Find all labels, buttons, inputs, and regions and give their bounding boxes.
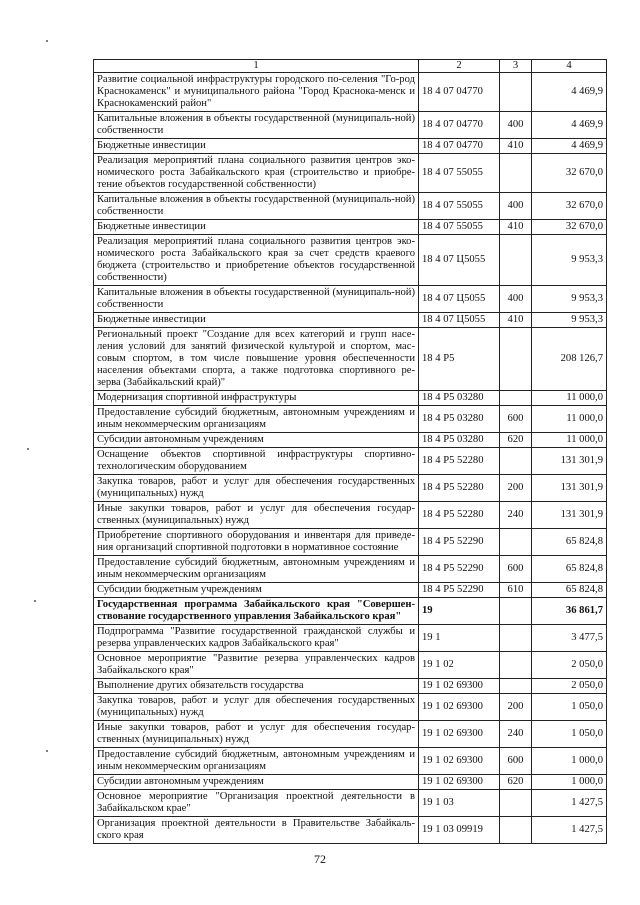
- row-code-cell: 18 4 07 55055: [419, 154, 500, 193]
- row-name-cell: Иные закупки товаров, работ и услуг для обеспечения государ-ственных (муниципальных) нужд: [94, 502, 419, 529]
- row-expense-type-cell: [500, 652, 532, 679]
- table-row: [94, 502, 607, 529]
- row-amount-cell: 9 953,3: [532, 313, 607, 328]
- column-header-name: 1: [94, 60, 419, 73]
- table-row: [94, 406, 607, 433]
- row-expense-type-cell: 400: [500, 193, 532, 220]
- row-code-cell: 18 4 07 Ц5055: [419, 313, 500, 328]
- row-amount-cell: 1 050,0: [532, 694, 607, 721]
- row-amount-cell: 1 427,5: [532, 817, 607, 844]
- row-amount-cell: 1 000,0: [532, 775, 607, 790]
- row-code-cell: 18 4 P5 52280: [419, 475, 500, 502]
- row-code-cell: 18 4 P5: [419, 328, 500, 391]
- row-expense-type-cell: [500, 235, 532, 286]
- row-name-cell: Субсидии автономным учреждениям: [94, 775, 419, 790]
- table-header-row: [94, 60, 607, 73]
- row-code-cell: 19: [419, 598, 500, 625]
- row-expense-type-cell: [500, 598, 532, 625]
- table-row: [94, 328, 607, 391]
- table-row: [94, 154, 607, 193]
- row-amount-cell: 4 469,9: [532, 139, 607, 154]
- row-code-cell: 18 4 P5 52280: [419, 448, 500, 475]
- row-amount-cell: 11 000,0: [532, 406, 607, 433]
- row-amount-cell: 208 126,7: [532, 328, 607, 391]
- row-expense-type-cell: 410: [500, 139, 532, 154]
- row-name-cell: Региональный проект "Создание для всех категорий и групп насе-ления условий для занятий физической культурой и спортом, мас-совым спортом, в том числе повышение уровня обеспеченности населения объектами спорта, а также подготовка спортивного ре-зерва (Забайкальский край)": [94, 328, 419, 391]
- table-row: [94, 598, 607, 625]
- row-code-cell: 19 1 02 69300: [419, 748, 500, 775]
- row-expense-type-cell: 600: [500, 556, 532, 583]
- row-expense-type-cell: [500, 73, 532, 112]
- row-amount-cell: 131 301,9: [532, 502, 607, 529]
- row-amount-cell: 65 824,8: [532, 556, 607, 583]
- table-row: [94, 433, 607, 448]
- row-code-cell: 19 1 03: [419, 790, 500, 817]
- table-row: [94, 448, 607, 475]
- row-expense-type-cell: [500, 529, 532, 556]
- row-expense-type-cell: 410: [500, 313, 532, 328]
- row-name-cell: Закупка товаров, работ и услуг для обеспечения государственных (муниципальных) нужд: [94, 694, 419, 721]
- table-row: [94, 529, 607, 556]
- row-code-cell: 18 4 07 Ц5055: [419, 286, 500, 313]
- row-amount-cell: 4 469,9: [532, 112, 607, 139]
- row-expense-type-cell: [500, 679, 532, 694]
- row-amount-cell: 1 050,0: [532, 721, 607, 748]
- row-code-cell: 18 4 P5 03280: [419, 391, 500, 406]
- row-code-cell: 19 1 02 69300: [419, 694, 500, 721]
- row-expense-type-cell: [500, 448, 532, 475]
- row-name-cell: Субсидии автономным учреждениям: [94, 433, 419, 448]
- row-amount-cell: 11 000,0: [532, 433, 607, 448]
- row-name-cell: Развитие социальной инфраструктуры городского по-селения "Го-род Краснокаменск" и муниципального района "Город Краснока-менск и Краснокаменский район": [94, 73, 419, 112]
- row-expense-type-cell: 400: [500, 112, 532, 139]
- scan-speck: [34, 600, 36, 602]
- row-name-cell: Модернизация спортивной инфраструктуры: [94, 391, 419, 406]
- row-amount-cell: 11 000,0: [532, 391, 607, 406]
- table-row: [94, 748, 607, 775]
- table-row: [94, 679, 607, 694]
- row-expense-type-cell: 240: [500, 721, 532, 748]
- row-code-cell: 18 4 P5 52290: [419, 583, 500, 598]
- row-expense-type-cell: 610: [500, 583, 532, 598]
- row-expense-type-cell: [500, 328, 532, 391]
- row-expense-type-cell: [500, 790, 532, 817]
- table-row: [94, 475, 607, 502]
- table-row: [94, 193, 607, 220]
- row-expense-type-cell: 400: [500, 286, 532, 313]
- row-name-cell: Основное мероприятие "Организация проектной деятельности в Забайкальском крае": [94, 790, 419, 817]
- table-row: [94, 652, 607, 679]
- row-amount-cell: 1 000,0: [532, 748, 607, 775]
- budget-table: [93, 59, 607, 844]
- row-amount-cell: 131 301,9: [532, 448, 607, 475]
- row-code-cell: 18 4 P5 52280: [419, 502, 500, 529]
- row-name-cell: Основное мероприятие "Развитие резерва управленческих кадров Забайкальского края": [94, 652, 419, 679]
- row-name-cell: Бюджетные инвестиции: [94, 220, 419, 235]
- scan-speck: [46, 40, 48, 42]
- table-row: [94, 391, 607, 406]
- row-expense-type-cell: [500, 391, 532, 406]
- row-code-cell: 19 1 03 09919: [419, 817, 500, 844]
- row-name-cell: Подпрограмма "Развитие государственной гражданской службы и резерва управленческих кадров Забайкальского края": [94, 625, 419, 652]
- row-amount-cell: 2 050,0: [532, 679, 607, 694]
- table-row: [94, 721, 607, 748]
- table-body: [94, 73, 607, 844]
- row-name-cell: Приобретение спортивного оборудования и инвентаря для приведе-ния организаций спортивной подготовки в нормативное состояние: [94, 529, 419, 556]
- row-amount-cell: 32 670,0: [532, 154, 607, 193]
- table-row: [94, 112, 607, 139]
- table-row: [94, 817, 607, 844]
- row-code-cell: 18 4 P5 52290: [419, 529, 500, 556]
- column-header-code: 2: [419, 60, 500, 73]
- scan-speck: [27, 448, 29, 450]
- column-header-expense-type: 3: [500, 60, 532, 73]
- row-expense-type-cell: 240: [500, 502, 532, 529]
- row-name-cell: Предоставление субсидий бюджетным, автономным учреждениям и иным некоммерческим организациям: [94, 748, 419, 775]
- row-code-cell: 18 4 07 04770: [419, 73, 500, 112]
- row-name-cell: Оснащение объектов спортивной инфраструктуры спортивно-технологическим оборудованием: [94, 448, 419, 475]
- row-name-cell: Бюджетные инвестиции: [94, 313, 419, 328]
- row-name-cell: Выполнение других обязательств государства: [94, 679, 419, 694]
- row-name-cell: Капитальные вложения в объекты государственной (муниципаль-ной) собственности: [94, 193, 419, 220]
- row-amount-cell: 1 427,5: [532, 790, 607, 817]
- row-code-cell: 18 4 07 55055: [419, 193, 500, 220]
- row-name-cell: Иные закупки товаров, работ и услуг для обеспечения государ-ственных (муниципальных) нужд: [94, 721, 419, 748]
- row-code-cell: 18 4 P5 52290: [419, 556, 500, 583]
- row-expense-type-cell: 620: [500, 775, 532, 790]
- row-amount-cell: 2 050,0: [532, 652, 607, 679]
- table-row: [94, 790, 607, 817]
- table-row: [94, 583, 607, 598]
- row-expense-type-cell: 620: [500, 433, 532, 448]
- table-row: [94, 220, 607, 235]
- row-name-cell: Капитальные вложения в объекты государственной (муниципаль-ной) собственности: [94, 112, 419, 139]
- row-code-cell: 19 1 02 69300: [419, 679, 500, 694]
- row-expense-type-cell: 200: [500, 694, 532, 721]
- table-row: [94, 286, 607, 313]
- row-name-cell: Государственная программа Забайкальского края "Совершен-ствование государственного управления Забайкальского края": [94, 598, 419, 625]
- row-expense-type-cell: [500, 154, 532, 193]
- row-name-cell: Реализация мероприятий плана социального развития центров эко-номического роста Забайкальского края (строительство и приобре-тение объектов государственной собственности): [94, 154, 419, 193]
- row-code-cell: 19 1 02 69300: [419, 775, 500, 790]
- row-code-cell: 19 1 02 69300: [419, 721, 500, 748]
- table-row: [94, 73, 607, 112]
- row-amount-cell: 3 477,5: [532, 625, 607, 652]
- page-number: 72: [314, 852, 326, 866]
- table-row: [94, 235, 607, 286]
- row-code-cell: 18 4 P5 03280: [419, 433, 500, 448]
- row-name-cell: Закупка товаров, работ и услуг для обеспечения государственных (муниципальных) нужд: [94, 475, 419, 502]
- row-code-cell: 19 1 02: [419, 652, 500, 679]
- row-amount-cell: 65 824,8: [532, 583, 607, 598]
- table-row: [94, 139, 607, 154]
- row-name-cell: Субсидии бюджетным учреждениям: [94, 583, 419, 598]
- row-code-cell: 18 4 07 55055: [419, 220, 500, 235]
- row-code-cell: 18 4 P5 03280: [419, 406, 500, 433]
- table-row: [94, 625, 607, 652]
- row-expense-type-cell: 200: [500, 475, 532, 502]
- row-expense-type-cell: 410: [500, 220, 532, 235]
- row-code-cell: 18 4 07 04770: [419, 139, 500, 154]
- table-row: [94, 775, 607, 790]
- column-header-amount: 4: [532, 60, 607, 73]
- row-name-cell: Организация проектной деятельности в Правительстве Забайкаль-ского края: [94, 817, 419, 844]
- row-expense-type-cell: [500, 625, 532, 652]
- table-row: [94, 694, 607, 721]
- row-name-cell: Реализация мероприятий плана социального развития центров эко-номического роста Забайкальского края за счет средств краевого бюджета (строительство и приобретение объектов государственной собственности): [94, 235, 419, 286]
- scan-speck: [46, 750, 48, 752]
- row-code-cell: 18 4 07 Ц5055: [419, 235, 500, 286]
- row-expense-type-cell: 600: [500, 406, 532, 433]
- row-name-cell: Предоставление субсидий бюджетным, автономным учреждениям и иным некоммерческим организациям: [94, 556, 419, 583]
- row-amount-cell: 32 670,0: [532, 220, 607, 235]
- row-amount-cell: 32 670,0: [532, 193, 607, 220]
- row-amount-cell: 131 301,9: [532, 475, 607, 502]
- row-expense-type-cell: 600: [500, 748, 532, 775]
- row-expense-type-cell: [500, 817, 532, 844]
- row-amount-cell: 65 824,8: [532, 529, 607, 556]
- table-row: [94, 313, 607, 328]
- row-amount-cell: 9 953,3: [532, 286, 607, 313]
- row-code-cell: 19 1: [419, 625, 500, 652]
- row-amount-cell: 36 861,7: [532, 598, 607, 625]
- table-row: [94, 556, 607, 583]
- row-name-cell: Предоставление субсидий бюджетным, автономным учреждениям и иным некоммерческим организациям: [94, 406, 419, 433]
- row-code-cell: 18 4 07 04770: [419, 112, 500, 139]
- row-name-cell: Капитальные вложения в объекты государственной (муниципаль-ной) собственности: [94, 286, 419, 313]
- row-name-cell: Бюджетные инвестиции: [94, 139, 419, 154]
- row-amount-cell: 9 953,3: [532, 235, 607, 286]
- row-amount-cell: 4 469,9: [532, 73, 607, 112]
